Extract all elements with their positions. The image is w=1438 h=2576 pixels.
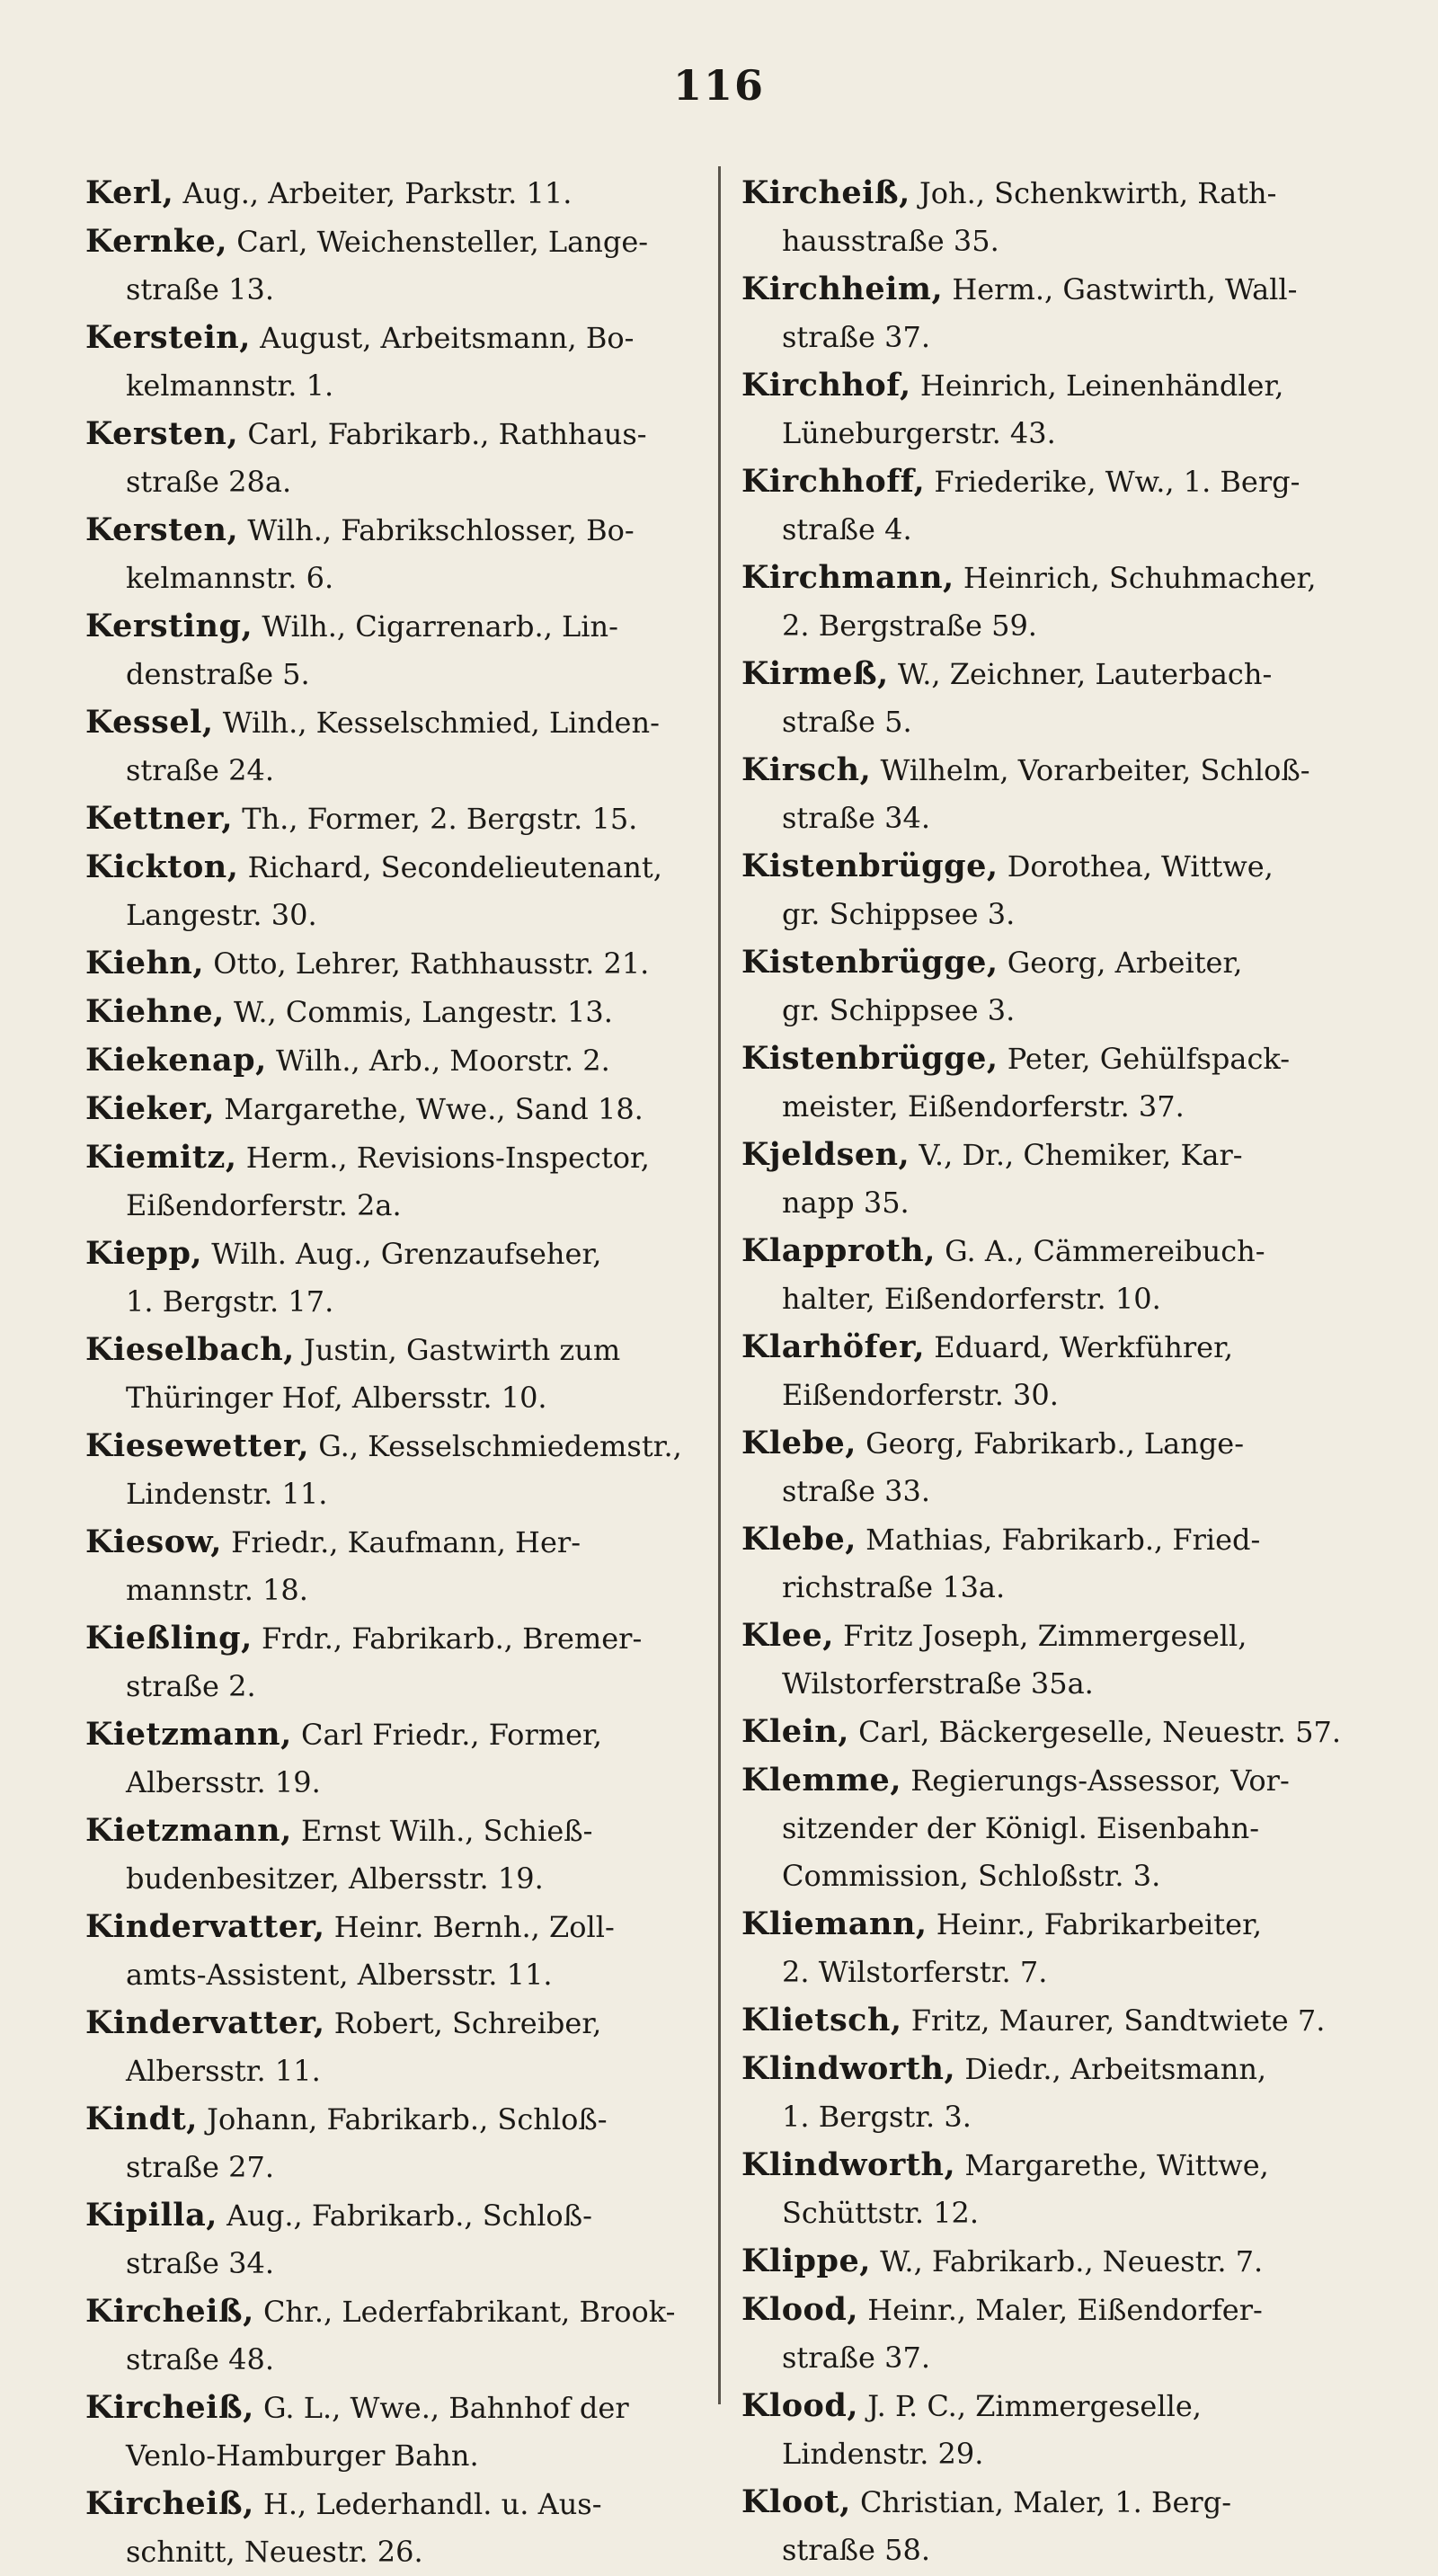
entry-surname: Kirchhof, (741, 367, 911, 404)
directory-entry (85, 2384, 719, 2480)
directory-entry (85, 939, 719, 988)
entry-details: W., Fabrikarb., Neuestr. 7. (880, 2244, 1264, 2278)
entry-surname: Klietsch, (741, 2002, 902, 2039)
entry-continuation: 2. Wilstorferstr. 7. (782, 1955, 1048, 1989)
entry-surname: Kircheiß, (85, 2293, 254, 2330)
directory-entry (85, 218, 719, 314)
entry-details: Aug., Fabrikarb., Schloß- (226, 2198, 592, 2233)
directory-entry (741, 2237, 1375, 2286)
entry-continuation: straße 2. (126, 1669, 256, 1703)
entry-surname: Kettner, (85, 800, 234, 837)
entry-details: Georg, Arbeiter, (1007, 946, 1243, 980)
directory-entry (741, 938, 1375, 1035)
entry-surname: Kießling, (85, 1620, 253, 1657)
entry-surname: Kirmeß, (741, 655, 889, 692)
directory-entry (85, 1710, 719, 1807)
directory-entry (85, 1999, 719, 2095)
entry-details: Heinr., Maler, Eißendorfer- (867, 2293, 1263, 2327)
entry-surname: Kircheiß, (85, 2389, 254, 2426)
entry-continuation: Eißendorferstr. 30. (782, 1378, 1059, 1412)
entry-details: Robert, Schreiber, (333, 2006, 602, 2040)
entry-surname: Kiekenap, (85, 1042, 267, 1079)
entry-continuation: straße 33. (782, 1474, 931, 1508)
directory-entry (741, 1419, 1375, 1515)
directory-entry (741, 169, 1375, 265)
entry-surname: Kiesewetter, (85, 1427, 310, 1464)
directory-entry (741, 2141, 1375, 2237)
directory-entry (741, 361, 1375, 457)
directory-entry (741, 746, 1375, 842)
entry-surname: Kersten, (85, 415, 239, 452)
entry-continuation: straße 28a. (126, 465, 292, 499)
entry-surname: Klapproth, (741, 1232, 936, 1269)
directory-entry (741, 1131, 1375, 1227)
directory-entry (85, 1085, 719, 1133)
entry-surname: Kiemitz, (85, 1139, 237, 1176)
entry-surname: Klood, (741, 2387, 859, 2424)
entry-continuation: Langestr. 30. (126, 898, 317, 932)
entry-continuation: straße 24. (126, 753, 275, 787)
entry-surname: Kersting, (85, 608, 253, 644)
entry-surname: Kietzmann, (85, 1716, 292, 1753)
entry-details: Joh., Schenkwirth, Rath- (919, 176, 1277, 210)
entry-continuation: denstraße 5. (126, 657, 310, 691)
entry-details: Mathias, Fabrikarb., Fried- (865, 1523, 1261, 1557)
entry-continuation: richstraße 13a. (782, 1570, 1006, 1604)
entry-details: Justin, Gastwirth zum (304, 1333, 621, 1367)
directory-entry (741, 1227, 1375, 1323)
entry-continuation: kelmannstr. 6. (126, 561, 334, 595)
entry-surname: Kiepp, (85, 1235, 203, 1272)
directory-entry (85, 795, 719, 843)
entry-details: G. L., Wwe., Bahnhof der (262, 2391, 629, 2425)
entry-continuation: napp 35. (782, 1186, 910, 1220)
entry-details: Wilh., Cigarrenarb., Lin- (262, 609, 618, 644)
entry-surname: Klee, (741, 1617, 834, 1654)
entry-continuation: meister, Eißendorferstr. 37. (782, 1089, 1185, 1124)
entry-surname: Kloot, (741, 2483, 851, 2520)
directory-entry (85, 1903, 719, 1999)
entry-details: Regierungs-Assessor, Vor- (910, 1763, 1290, 1798)
entry-details: Heinr. Bernh., Zoll- (333, 1910, 615, 1944)
directory-entry (85, 506, 719, 602)
entry-surname: Klebe, (741, 1521, 857, 1558)
entry-surname: Klippe, (741, 2243, 871, 2279)
directory-entry (85, 698, 719, 795)
entry-continuation: straße 48. (126, 2342, 275, 2376)
entry-details: G. A., Cämmereibuch- (945, 1234, 1265, 1268)
entry-continuation: halter, Eißendorferstr. 10. (782, 1282, 1161, 1316)
directory-entry (741, 1035, 1375, 1131)
entry-details: Heinrich, Schuhmacher, (963, 561, 1317, 595)
entry-surname: Kistenbrügge, (741, 944, 999, 981)
entry-details: Margarethe, Wwe., Sand 18. (224, 1092, 644, 1126)
directory-entry (85, 1807, 719, 1903)
entry-surname: Kjeldsen, (741, 1136, 910, 1173)
directory-entry (741, 1756, 1375, 1900)
directory-entry (741, 1708, 1375, 1756)
entry-surname: Kliemann, (741, 1905, 928, 1942)
entry-continuation: Wilstorferstraße 35a. (782, 1666, 1094, 1701)
entry-details: Fritz Joseph, Zimmergesell, (843, 1619, 1247, 1653)
directory-entry (85, 314, 719, 410)
directory-entry (741, 2382, 1375, 2478)
entry-continuation: budenbesitzer, Albersstr. 19. (126, 1861, 544, 1896)
entry-surname: Kerstein, (85, 319, 251, 356)
entry-surname: Klindworth, (741, 2146, 956, 2183)
entry-surname: Kiehne, (85, 993, 225, 1030)
entry-surname: Kessel, (85, 704, 214, 741)
directory-entry (85, 1326, 719, 1422)
entry-continuation: straße 5. (782, 705, 912, 739)
entry-details: Diedr., Arbeitsmann, (964, 2052, 1267, 2086)
left-column (85, 169, 719, 2576)
directory-entry (741, 1515, 1375, 1612)
entry-details: Margarethe, Wittwe, (964, 2148, 1269, 2182)
entry-details: H., Lederhandl. u. Aus- (262, 2487, 602, 2521)
entry-surname: Kirchhoff, (741, 463, 926, 500)
directory-entry (85, 2480, 719, 2576)
entry-continuation: 2. Bergstraße 59. (782, 608, 1037, 643)
entry-details: Otto, Lehrer, Rathhausstr. 21. (213, 946, 650, 981)
entry-details: Wilh. Aug., Grenzaufseher, (211, 1237, 602, 1271)
directory-entry (741, 554, 1375, 650)
entry-details: Heinrich, Leinenhändler, (919, 369, 1284, 403)
directory-entry (85, 1230, 719, 1326)
entry-surname: Kietzmann, (85, 1812, 292, 1849)
directory-entry (85, 2191, 719, 2287)
entry-details: Johann, Fabrikarb., Schloß- (207, 2102, 608, 2136)
directory-entry (741, 1612, 1375, 1708)
directory-entry (741, 1996, 1375, 2045)
directory-entry (85, 2095, 719, 2191)
entry-continuation: Albersstr. 19. (126, 1765, 321, 1799)
directory-entry (85, 1036, 719, 1085)
entry-continuation: Thüringer Hof, Albersstr. 10. (126, 1381, 547, 1415)
entry-surname: Kernke, (85, 223, 228, 260)
entry-continuation: Lindenstr. 11. (126, 1477, 328, 1511)
entry-continuation: Lüneburgerstr. 43. (782, 416, 1056, 450)
entry-surname: Kirsch, (741, 751, 872, 788)
directory-entry (741, 265, 1375, 361)
entry-surname: Kieker, (85, 1090, 216, 1127)
entry-details: Wilh., Arb., Moorstr. 2. (275, 1044, 610, 1078)
entry-details: Peter, Gehülfspack- (1007, 1042, 1291, 1076)
directory-entry (85, 988, 719, 1036)
entry-surname: Kiesow, (85, 1523, 222, 1560)
entry-details: Frdr., Fabrikarb., Bremer- (261, 1621, 643, 1656)
entry-surname: Kircheiß, (741, 174, 910, 211)
entry-surname: Kipilla, (85, 2197, 217, 2234)
directory-entry (85, 1133, 719, 1230)
directory-entry (85, 1518, 719, 1614)
entry-surname: Kircheiß, (85, 2485, 254, 2522)
directory-entry (741, 842, 1375, 938)
entry-surname: Klemme, (741, 1762, 902, 1799)
entry-continuation: straße 27. (126, 2150, 275, 2184)
entry-continuation: straße 4. (782, 512, 912, 546)
entry-details: W., Zeichner, Lauterbach- (897, 657, 1273, 691)
directory-entry (85, 1614, 719, 1710)
entry-continuation: straße 37. (782, 320, 931, 354)
entry-details: Eduard, Werkführer, (934, 1330, 1234, 1364)
directory-entry (85, 2287, 719, 2384)
entry-surname: Kistenbrügge, (741, 1040, 999, 1077)
entry-details: Dorothea, Wittwe, (1007, 849, 1274, 884)
entry-details: Ernst Wilh., Schieß- (301, 1814, 593, 1848)
entry-details: Th., Former, 2. Bergstr. 15. (242, 802, 638, 836)
entry-details: G., Kesselschmiedemstr., (318, 1429, 682, 1463)
entry-continuation: Eißendorferstr. 2a. (126, 1188, 402, 1222)
directory-entry (741, 1323, 1375, 1419)
entry-continuation: straße 34. (126, 2246, 275, 2280)
entry-surname: Klein, (741, 1713, 849, 1750)
entry-surname: Kickton, (85, 848, 239, 885)
entry-continuation: Venlo-Hamburger Bahn. (126, 2438, 479, 2473)
entry-continuation: sitzender der Königl. Eisenbahn- Commission, Schloßstr. 3. (782, 1811, 1260, 1893)
directory-entry (741, 650, 1375, 746)
entry-continuation: Albersstr. 11. (126, 2054, 321, 2088)
entry-details: W., Commis, Langestr. 13. (234, 995, 613, 1029)
directory-entry (85, 169, 719, 218)
entry-surname: Klindworth, (741, 2050, 956, 2087)
entry-continuation: straße 58. (782, 2533, 931, 2567)
entry-surname: Kindervatter, (85, 2004, 325, 2041)
entry-continuation: mannstr. 18. (126, 1573, 308, 1607)
right-column (741, 169, 1375, 2574)
directory-entry (85, 843, 719, 939)
entry-details: Wilh., Kesselschmied, Linden- (222, 706, 660, 740)
entry-continuation: amts-Assistent, Albersstr. 11. (126, 1958, 553, 1992)
entry-details: Heinr., Fabrikarbeiter, (936, 1907, 1263, 1941)
entry-details: August, Arbeitsmann, Bo- (260, 321, 635, 355)
directory-entry (85, 602, 719, 698)
entry-details: Wilhelm, Vorarbeiter, Schloß- (880, 753, 1310, 787)
entry-surname: Klood, (741, 2291, 859, 2328)
entry-continuation: Lindenstr. 29. (782, 2437, 984, 2471)
entry-surname: Kirchheim, (741, 271, 944, 307)
entry-details: Georg, Fabrikarb., Lange- (865, 1426, 1245, 1461)
entry-details: Carl, Fabrikarb., Rathhaus- (247, 417, 647, 451)
entry-details: Aug., Arbeiter, Parkstr. 11. (182, 176, 573, 210)
entry-details: Herm., Gastwirth, Wall- (952, 272, 1298, 306)
entry-details: Carl, Weichensteller, Lange- (236, 225, 649, 259)
entry-details: Wilh., Fabrikschlosser, Bo- (247, 513, 635, 547)
entry-surname: Kirchmann, (741, 559, 954, 596)
entry-surname: Kieselbach, (85, 1331, 295, 1368)
entry-details: J. P. C., Zimmergeselle, (867, 2389, 1202, 2423)
entry-surname: Klarhöfer, (741, 1328, 926, 1365)
entry-surname: Klebe, (741, 1425, 857, 1461)
entry-surname: Kerl, (85, 174, 174, 211)
directory-entry (741, 2286, 1375, 2382)
entry-continuation: schnitt, Neuestr. 26. (126, 2535, 423, 2569)
entry-details: Carl, Bäckergeselle, Neuestr. 57. (858, 1715, 1341, 1749)
entry-continuation: gr. Schippsee 3. (782, 897, 1016, 931)
entry-surname: Kiehn, (85, 945, 205, 982)
entry-continuation: Schüttstr. 12. (782, 2196, 980, 2230)
entry-details: Friedr., Kaufmann, Her- (231, 1525, 581, 1559)
entry-details: Friederike, Ww., 1. Berg- (934, 465, 1300, 499)
entry-details: Herm., Revisions-Inspector, (245, 1141, 650, 1175)
entry-continuation: straße 34. (782, 801, 931, 835)
entry-details: Carl Friedr., Former, (301, 1718, 602, 1752)
entry-surname: Kindt, (85, 2101, 198, 2137)
entry-continuation: 1. Bergstr. 17. (126, 1284, 334, 1319)
entry-surname: Kersten, (85, 511, 239, 548)
directory-entry (85, 1422, 719, 1518)
directory-entry (741, 1900, 1375, 1996)
directory-entry (741, 2478, 1375, 2574)
entry-continuation: straße 13. (126, 272, 275, 306)
entry-surname: Kindervatter, (85, 1908, 325, 1945)
entry-details: Fritz, Maurer, Sandtwiete 7. (910, 2003, 1326, 2038)
entry-continuation: hausstraße 35. (782, 224, 999, 258)
directory-entry (741, 457, 1375, 554)
directory-entry (85, 410, 719, 506)
entry-continuation: gr. Schippsee 3. (782, 993, 1016, 1027)
entry-details: Richard, Secondelieutenant, (247, 850, 662, 884)
entry-surname: Kistenbrügge, (741, 848, 999, 884)
page-number: 116 (672, 61, 766, 110)
entry-details: Christian, Maler, 1. Berg- (859, 2485, 1231, 2519)
entry-continuation: straße 37. (782, 2341, 931, 2375)
entry-continuation: 1. Bergstr. 3. (782, 2100, 972, 2134)
entry-details: V., Dr., Chemiker, Kar- (919, 1138, 1243, 1172)
entry-details: Chr., Lederfabrikant, Brook- (262, 2295, 676, 2329)
entry-continuation: kelmannstr. 1. (126, 369, 334, 403)
directory-entry (741, 2045, 1375, 2141)
